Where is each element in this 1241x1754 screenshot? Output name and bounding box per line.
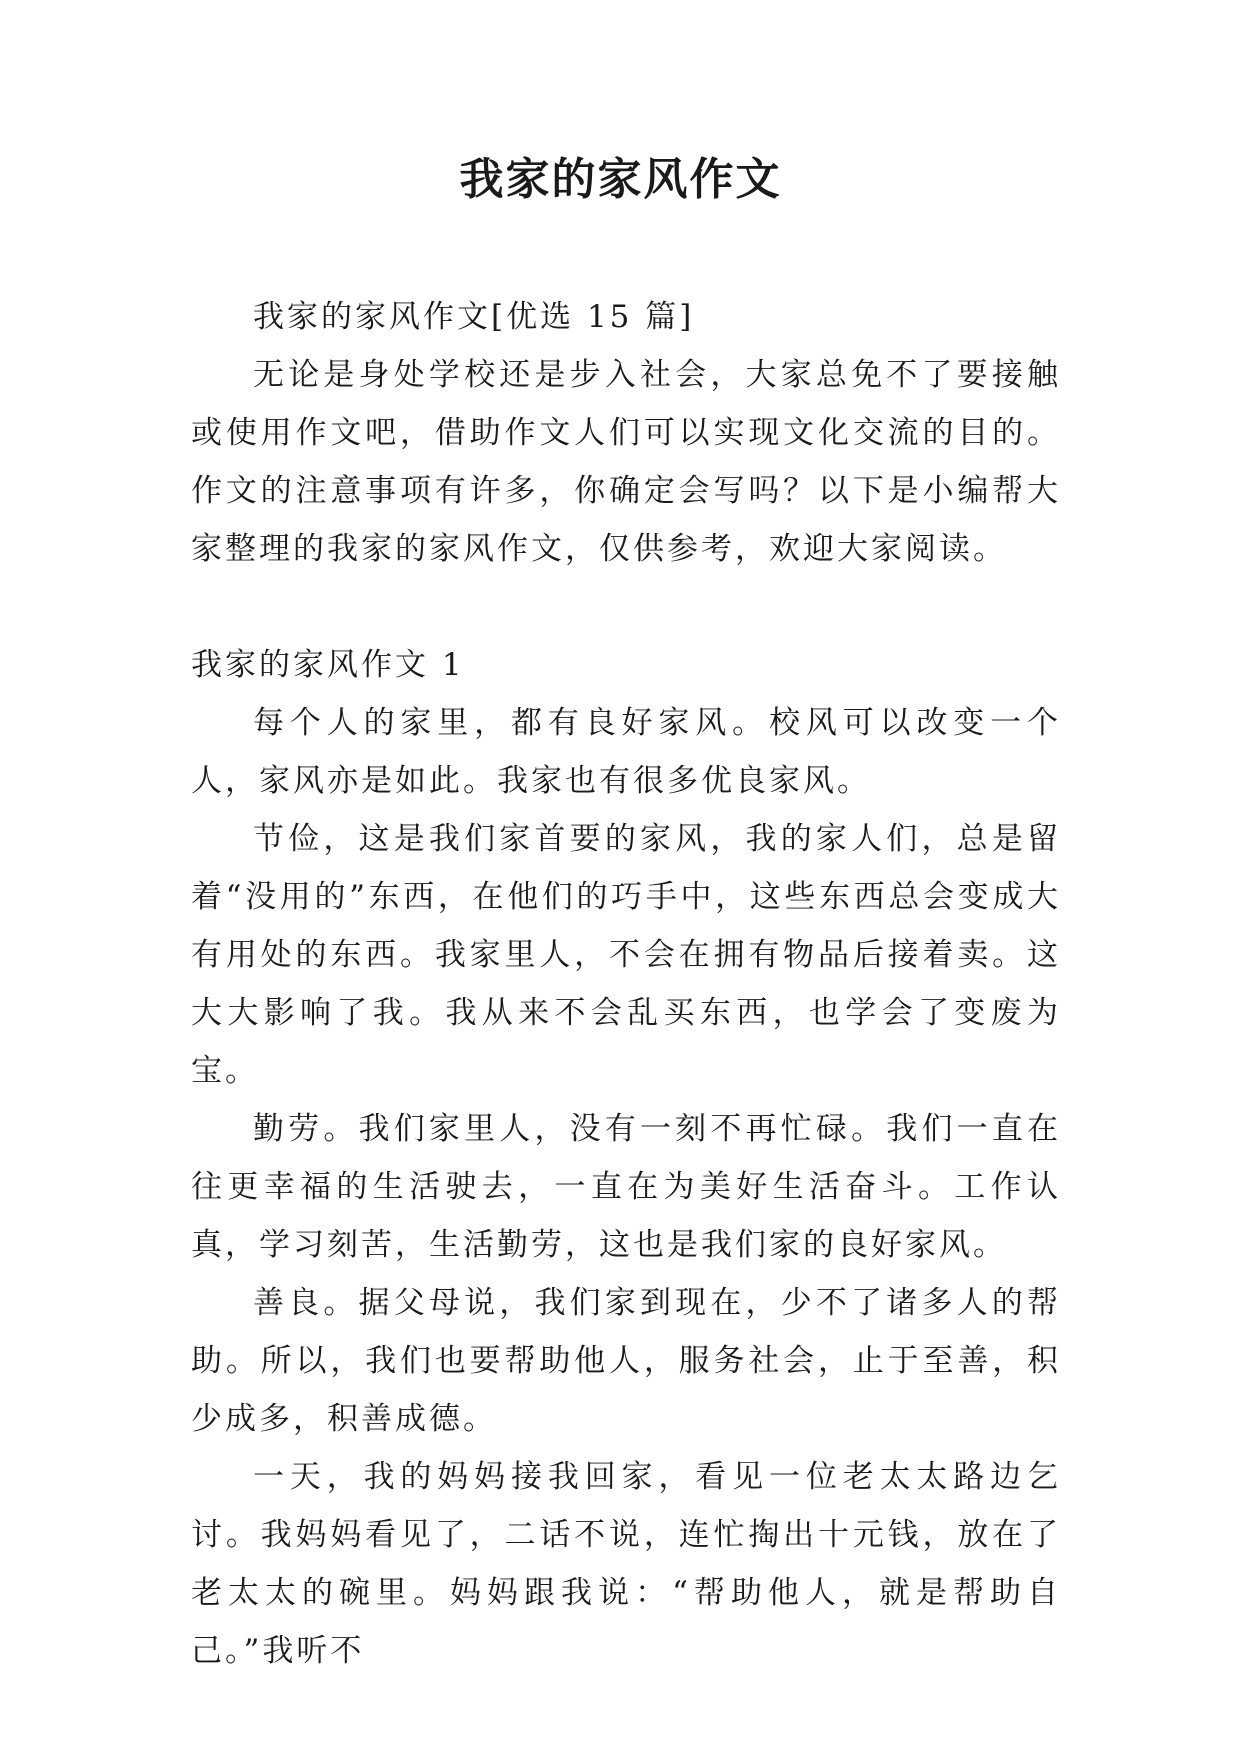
body-paragraph: 一天，我的妈妈接我回家，看见一位老太太路边乞讨。我妈妈看见了，二话不说，连忙掏出十元钱，放在了老太太的碗里。妈妈跟我说：“帮助他人，就是帮助自己。”我听不 [191,1459,1061,1669]
intro-paragraph: 无论是身处学校还是步入社会，大家总免不了要接触或使用作文吧，借助作文人们可以实现文化交流的目的。作文的注意事项有许多，你确定会写吗？以下是小编帮大家整理的我家的家风作文，仅供参考，欢迎大家阅读。 [191,357,1061,567]
body-paragraph: 节俭，这是我们家首要的家风，我的家人们，总是留着“没用的”东西，在他们的巧手中，这些东西总会变成大有用处的东西。我家里人，不会在拥有物品后接着卖。这大大影响了我。我从来不会乱买东西，也学会了变废为宝。 [191,821,1061,1089]
body-paragraph: 善良。据父母说，我们家到现在，少不了诸多人的帮助。所以，我们也要帮助他人，服务社会，止于至善，积少成多，积善成德。 [191,1285,1061,1437]
section-heading: 我家的家风作文 1 [191,647,465,683]
document-subtitle: 我家的家风作文[优选 15 篇] [253,299,695,335]
body-paragraph: 每个人的家里，都有良好家风。校风可以改变一个人，家风亦是如此。我家也有很多优良家风。 [191,705,1061,799]
body-paragraph: 勤劳。我们家里人，没有一刻不再忙碌。我们一直在往更幸福的生活驶去，一直在为美好生活奋斗。工作认真，学习刻苦，生活勤劳，这也是我们家的良好家风。 [191,1111,1061,1263]
document-title: 我家的家风作文 [459,154,782,205]
section-spacer [191,578,1061,636]
document-body [191,288,1061,1680]
